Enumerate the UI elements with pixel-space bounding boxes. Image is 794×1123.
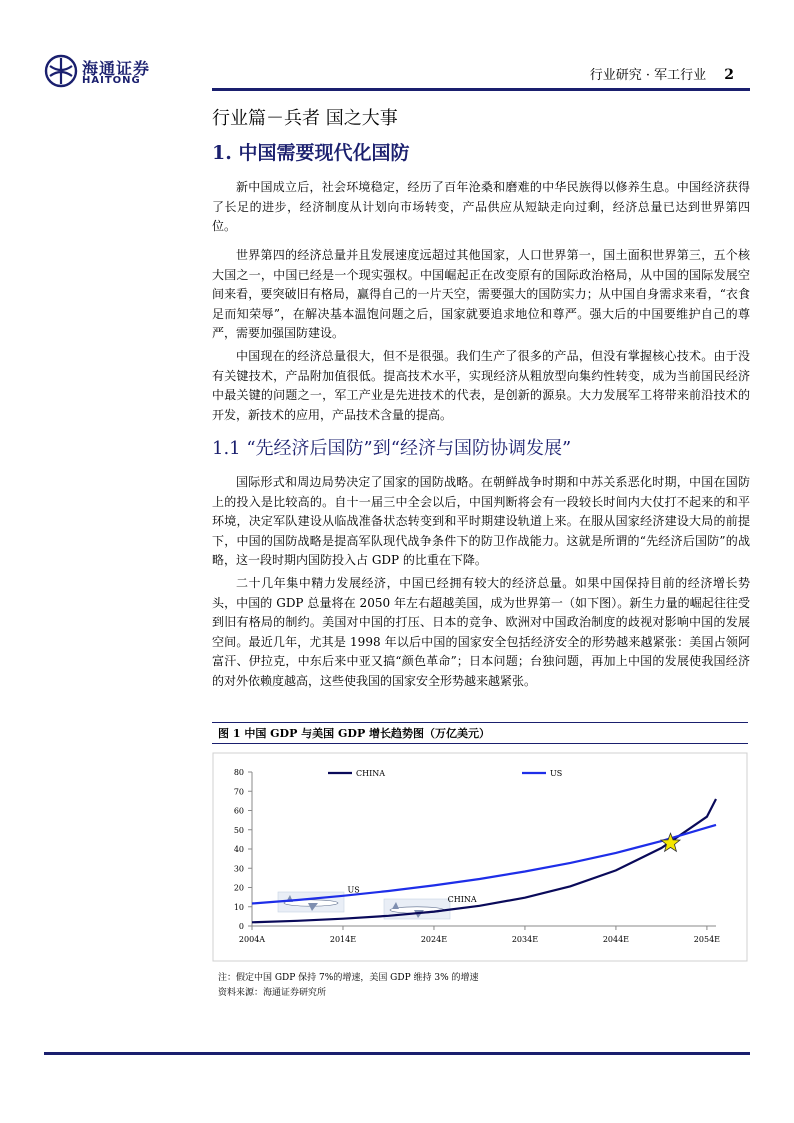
haitong-logo-icon [44, 54, 78, 88]
chart-frame [213, 753, 747, 961]
y-tick-label: 0 [238, 922, 244, 931]
inline-series-label: US [347, 885, 360, 895]
legend-label: CHINA [356, 769, 386, 778]
chart-note: 注：假定中国 GDP 保持 7%的增速，美国 GDP 维持 3% 的增速 [218, 973, 479, 983]
chart-source: 资料来源：海通证券研究所 [218, 988, 327, 998]
x-tick-label: 2004A [238, 935, 266, 944]
y-tick-label: 70 [233, 787, 244, 797]
paragraph: 新中国成立后，社会环境稳定，经历了百年沧桑和磨难的中华民族得以修养生息。中国经济获得了长足的进步，经济制度从计划向市场转变，产品供应从短缺走向过剩，经济总量已达到世界第四位。 [212, 180, 750, 233]
y-tick-label: 50 [233, 825, 244, 835]
x-tick-label: 2024E [420, 935, 448, 944]
paragraph: 中国现在的经济总量很大，但不是很强。我们生产了很多的产品，但没有掌握核心技术。由于没有关键技术，产品附加值很低。提高技术水平，实现经济从粗放型向集约性转变，成为当前国民经济中最关键的问题之一，军工产业是先进技术的代表，是创新的源泉。大力发展军工将带来前沿技术的开发，新技术的应用，产品技术含量的提高。 [212, 349, 750, 422]
logo-chinese-text: 海通证券 [82, 59, 151, 78]
haitong-logo [44, 54, 164, 92]
x-tick-label: 2014E [329, 935, 357, 944]
y-tick-label: 10 [233, 902, 244, 912]
y-tick-label: 80 [233, 768, 244, 777]
logo-english-text: HAITONG [82, 75, 141, 86]
x-tick-label: 2044E [602, 935, 630, 944]
heading-2: 1.1 “先经济后国防”到“经济与国防协调发展” [212, 438, 572, 459]
footer-divider [44, 1052, 750, 1055]
paragraph: 世界第四的经济总量并且发展速度远超过其他国家，人口世界第一，国土面积世界第三，五个核大国之一，中国已经是一个现实强权。中国崛起正在改变原有的国际政治格局，从中国的国际发展空间来看，要突破旧有格局，赢得自己的一片天空，需要强大的国防实力；从中国自身需求来看，“衣食足而知荣辱”，在解决基本温饱问题之后，国家就要追求地位和尊严。强大后的中国要维护自己的尊严，需要加强国防建设。 [212, 248, 750, 340]
y-tick-label: 60 [233, 806, 244, 816]
y-tick-label: 20 [233, 883, 244, 893]
figure-title: 图 1 中国 GDP 与美国 GDP 增长趋势图（万亿美元） [212, 722, 748, 744]
header-divider [212, 88, 750, 91]
inline-series-label: CHINA [447, 894, 477, 904]
header-category [590, 64, 734, 83]
gdp-chart-svg [212, 752, 748, 962]
legend-label: US [550, 769, 563, 778]
section-title: 行业篇－兵者 国之大事 [212, 108, 398, 129]
page-number: 2 [724, 67, 734, 83]
y-tick-label: 30 [233, 864, 244, 874]
category-label: 行业研究 · 军工行业 [589, 68, 707, 83]
y-tick-label: 40 [233, 845, 244, 854]
heading-1: 1. 中国需要现代化国防 [212, 142, 410, 164]
x-tick-label: 2034E [511, 935, 539, 944]
gdp-chart [212, 752, 748, 962]
paragraph: 国际形式和周边局势决定了国家的国防战略。在朝鲜战争时期和中苏关系恶化时期，中国在国防上的投入是比较高的。自十一届三中全会以后，中国判断将会有一段较长时间内大仗打不起来的和平环境，决定军队建设从临战准备状态转变到和平时期建设轨道上来。在服从国家经济建设大局的前提下，中国的国防战略是提高军队现代战争条件下的防卫作战能力。这就是所谓的“先经济后国防”的战略，这一段时期内国防投入占 GDP 的比重在下降。 [212, 475, 750, 567]
paragraph: 二十几年集中精力发展经济，中国已经拥有较大的经济总量。如果中国保持目前的经济增长势头，中国的 GDP 总量将在 2050 年左右超越美国，成为世界第一（如下图）。新生力量的崛起往往受到旧有格局的制约。美国对中国的打压、日本的竞争、欧洲对中国政治制度的歧视对影响中国的发展空间。最近几年，尤其是 1998 年以后中国的国家安全包括经济安全的形势越来越紧张：美国占领阿富汗、伊拉克，中东后来中亚又搞“颜色革命”；日本问题；台独问题，再加上中国的发展使我国经济的对外依赖度越高，这些使我国的国家安全形势越来越紧张。 [212, 576, 750, 688]
x-tick-label: 2054E [693, 935, 721, 944]
